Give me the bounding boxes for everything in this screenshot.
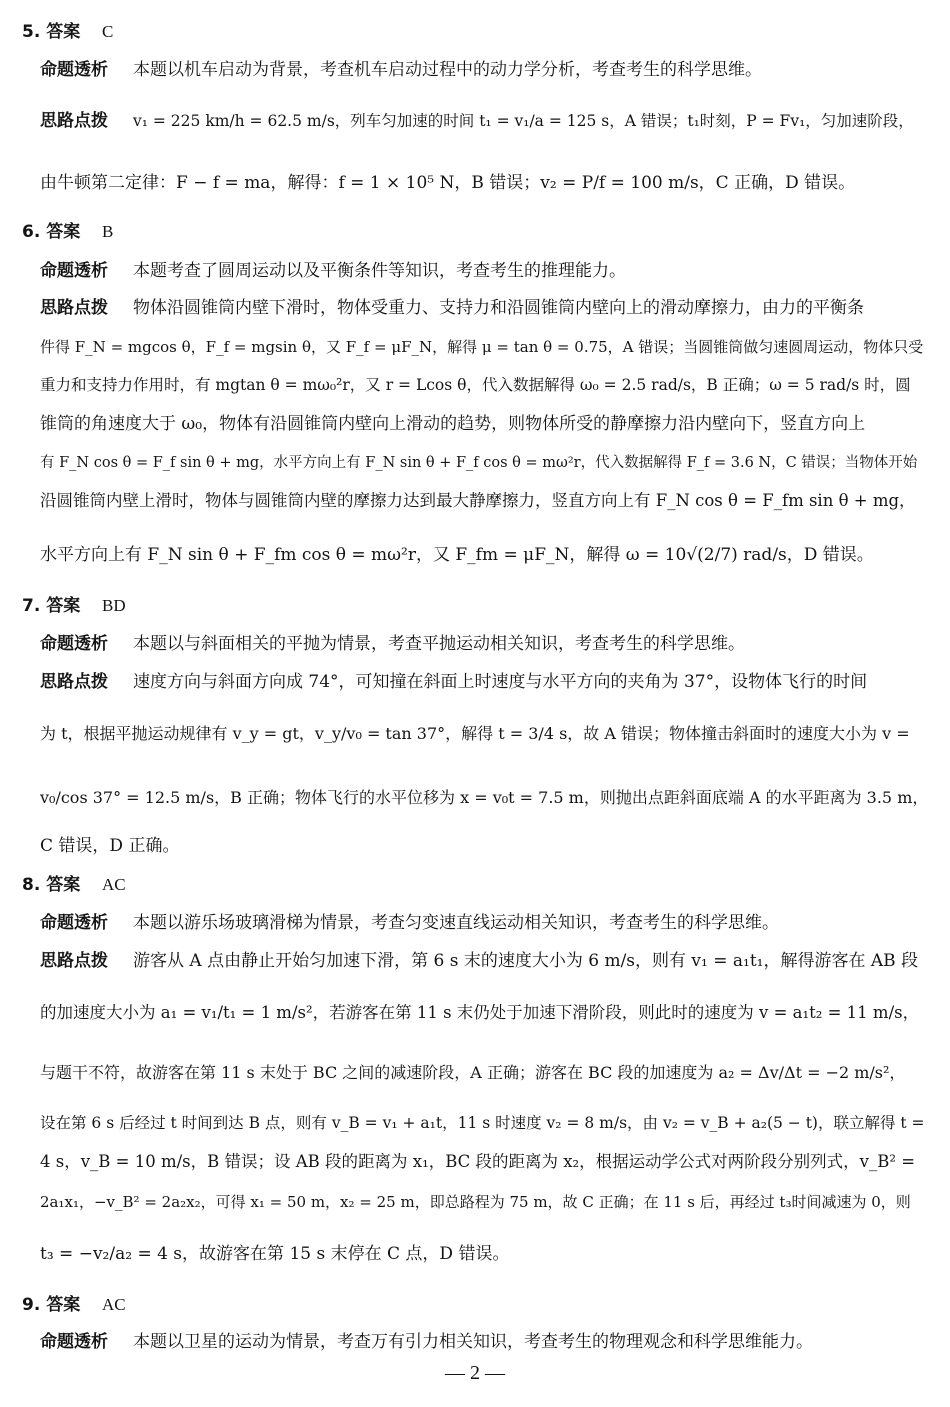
q5-number: 5. 答案 <box>22 22 81 42</box>
q8-hint-line: 的加速度大小为 a₁ = v₁/t₁ = 1 m/s²，若游客在第 11 s 末仍处于加速下滑阶段，则此时的速度为 v = a₁t₂ = 11 m/s， <box>40 1003 920 1022</box>
q6-hint-cont <box>0 332 950 362</box>
q6-analysis-text: 本题考查了圆周运动以及平衡条件等知识，考查考生的推理能力。 <box>133 261 626 281</box>
q8-hint-line: 2a₁x₁，−v_B² = 2a₂x₂，可得 x₁ = 50 m，x₂ = 25 m，即总路程为 75 m，故 C 正确；在 11 s 后，再经过 t₃时间减速为 0，则 <box>40 1193 911 1211</box>
q6-hint-line: 重力和支持力作用时，有 mgtan θ = mω₀²r，又 r = Lcos θ，代入数据解得 ω₀ = 2.5 rad/s，B 正确；ω = 5 rad/s 时，圆 <box>40 376 911 394</box>
q8-answer-row <box>0 870 950 900</box>
q6-hint-line: 水平方向上有 F_N sin θ + F_fm cos θ = mω²r，又 F_fm = μF_N，解得 ω = 10√(2/7) rad/s，D 错误。 <box>40 545 874 565</box>
q6-hint-cont <box>0 540 950 570</box>
q6-analysis-label: 命题透析 <box>40 261 108 281</box>
q6-hint-line: 锥筒的角速度大于 ω₀，物体有沿圆锥筒内壁向上滑动的趋势，则物体所受的静摩擦力沿内壁向下，竖直方向上 <box>40 414 866 434</box>
q7-analysis-row <box>0 629 950 659</box>
q8-analysis-text: 本题以游乐场玻璃滑梯为情景，考查匀变速直线运动相关知识，考查考生的科学思维。 <box>133 913 779 933</box>
page-number: — 2 — <box>445 1362 505 1384</box>
q6-hint-cont <box>0 370 950 400</box>
q6-number: 6. 答案 <box>22 222 81 242</box>
q6-answer: B <box>102 222 114 241</box>
q8-analysis-row <box>0 908 950 938</box>
q5-hint-line: v₁ = 225 km/h = 62.5 m/s，列车匀加速的时间 t₁ = v₁/a = 125 s，A 错误；t₁时刻，P = Fv₁，匀加速阶段， <box>133 112 914 130</box>
q8-hint-label: 思路点拨 <box>40 951 108 971</box>
q5-answer-row <box>0 17 950 47</box>
q6-hint-label: 思路点拨 <box>40 298 108 318</box>
q6-analysis-row <box>0 256 950 286</box>
q6-hint-cont <box>0 448 950 478</box>
q8-hint-line: 设在第 6 s 后经过 t 时间到达 B 点，则有 v_B = v₁ + a₁t，11 s 时速度 v₂ = 8 m/s，由 v₂ = v_B + a₂(5 − t)，联立解得 t = <box>40 1114 925 1132</box>
q7-hint-line: 为 t，根据平抛运动规律有 v_y = gt，v_y/v₀ = tan 37°，解得 t = 3/4 s，故 A 错误；物体撞击斜面时的速度大小为 v = <box>40 724 910 743</box>
q8-hint-cont <box>0 1187 950 1217</box>
q6-answer-row <box>0 217 950 247</box>
q9-number: 9. 答案 <box>22 1295 81 1315</box>
q9-analysis-text: 本题以卫星的运动为情景，考查万有引力相关知识，考查考生的物理观念和科学思维能力。 <box>133 1332 813 1352</box>
q7-analysis-text: 本题以与斜面相关的平抛为情景，考查平抛运动相关知识，考查考生的科学思维。 <box>133 634 745 654</box>
q6-hint-cont <box>0 409 950 439</box>
q9-answer-row <box>0 1290 950 1320</box>
q6-hint-line: 有 F_N cos θ = F_f sin θ + mg，水平方向上有 F_N sin θ + F_f cos θ = mω²r，代入数据解得 F_f = 3.6 N，C 错误；当物体开始 <box>40 455 918 471</box>
q8-hint-cont <box>0 1147 950 1177</box>
q6-hint-row <box>0 293 950 323</box>
q6-hint-line: 件得 F_N = mgcos θ，F_f = mgsin θ，又 F_f = μF_N，解得 μ = tan θ = 0.75，A 错误；当圆锥筒做匀速圆周运动，物体只受 <box>40 338 924 356</box>
q7-hint-cont <box>0 831 950 861</box>
q8-hint-cont <box>0 1239 950 1269</box>
q7-answer: BD <box>102 596 126 615</box>
q8-hint-line: 与题干不符，故游客在第 11 s 末处于 BC 之间的减速阶段，A 正确；游客在 BC 段的加速度为 a₂ = Δv/Δt = −2 m/s²， <box>40 1063 906 1082</box>
q6-hint-cont <box>0 486 950 516</box>
q7-hint-line: C 错误，D 正确。 <box>40 836 180 856</box>
q8-hint-row <box>0 946 950 976</box>
q8-analysis-label: 命题透析 <box>40 913 108 933</box>
q8-hint-line: 4 s，v_B = 10 m/s，B 错误；设 AB 段的距离为 x₁，BC 段的距离为 x₂，根据运动学公式对两阶段分别列式，v_B² = <box>40 1152 916 1171</box>
q8-hint-cont <box>0 1108 950 1138</box>
q6-hint-line: 物体沿圆锥筒内壁下滑时，物体受重力、支持力和沿圆锥筒内壁向上的滑动摩擦力，由力的平衡条 <box>133 298 864 318</box>
q7-hint-line: 速度方向与斜面方向成 74°，可知撞在斜面上时速度与水平方向的夹角为 37°，设物体飞行的时间 <box>133 672 868 692</box>
q6-hint-line: 沿圆锥筒内壁上滑时，物体与圆锥筒内壁的摩擦力达到最大静摩擦力，竖直方向上有 F_N cos θ = F_fm sin θ + mg， <box>40 491 916 510</box>
q7-hint-label: 思路点拨 <box>40 672 108 692</box>
q7-number: 7. 答案 <box>22 596 81 616</box>
q8-hint-cont <box>0 1058 950 1088</box>
q9-analysis-row <box>0 1327 950 1357</box>
q5-analysis-label: 命题透析 <box>40 60 108 80</box>
q5-hint-cont <box>0 168 950 198</box>
q5-answer: C <box>102 22 114 41</box>
q5-hint-label: 思路点拨 <box>40 111 108 131</box>
q8-hint-line: t₃ = −v₂/a₂ = 4 s，故游客在第 15 s 末停在 C 点，D 错误。 <box>40 1244 510 1264</box>
q7-analysis-label: 命题透析 <box>40 634 108 654</box>
q5-analysis-text: 本题以机车启动为背景，考查机车启动过程中的动力学分析，考查考生的科学思维。 <box>133 60 762 80</box>
q5-analysis-row <box>0 55 950 85</box>
q9-answer: AC <box>102 1295 126 1314</box>
q7-hint-cont <box>0 719 950 749</box>
q8-hint-cont <box>0 998 950 1028</box>
q7-hint-line: v₀/cos 37° = 12.5 m/s，B 正确；物体飞行的水平位移为 x = v₀t = 7.5 m，则抛出点距斜面底端 A 的水平距离为 3.5 m， <box>40 788 929 807</box>
q7-answer-row <box>0 591 950 621</box>
q9-analysis-label: 命题透析 <box>40 1332 108 1352</box>
q8-number: 8. 答案 <box>22 875 81 895</box>
q7-hint-row <box>0 667 950 697</box>
q8-answer: AC <box>102 875 126 894</box>
q8-hint-line: 游客从 A 点由静止开始匀加速下滑，第 6 s 末的速度大小为 6 m/s，则有 v₁ = a₁t₁，解得游客在 AB 段 <box>133 951 919 971</box>
q7-hint-cont <box>0 783 950 813</box>
q5-hint-line: 由牛顿第二定律：F − f = ma，解得：f = 1 × 10⁵ N，B 错误；v₂ = P/f = 100 m/s，C 正确，D 错误。 <box>40 173 856 193</box>
q5-hint-row <box>0 106 950 136</box>
